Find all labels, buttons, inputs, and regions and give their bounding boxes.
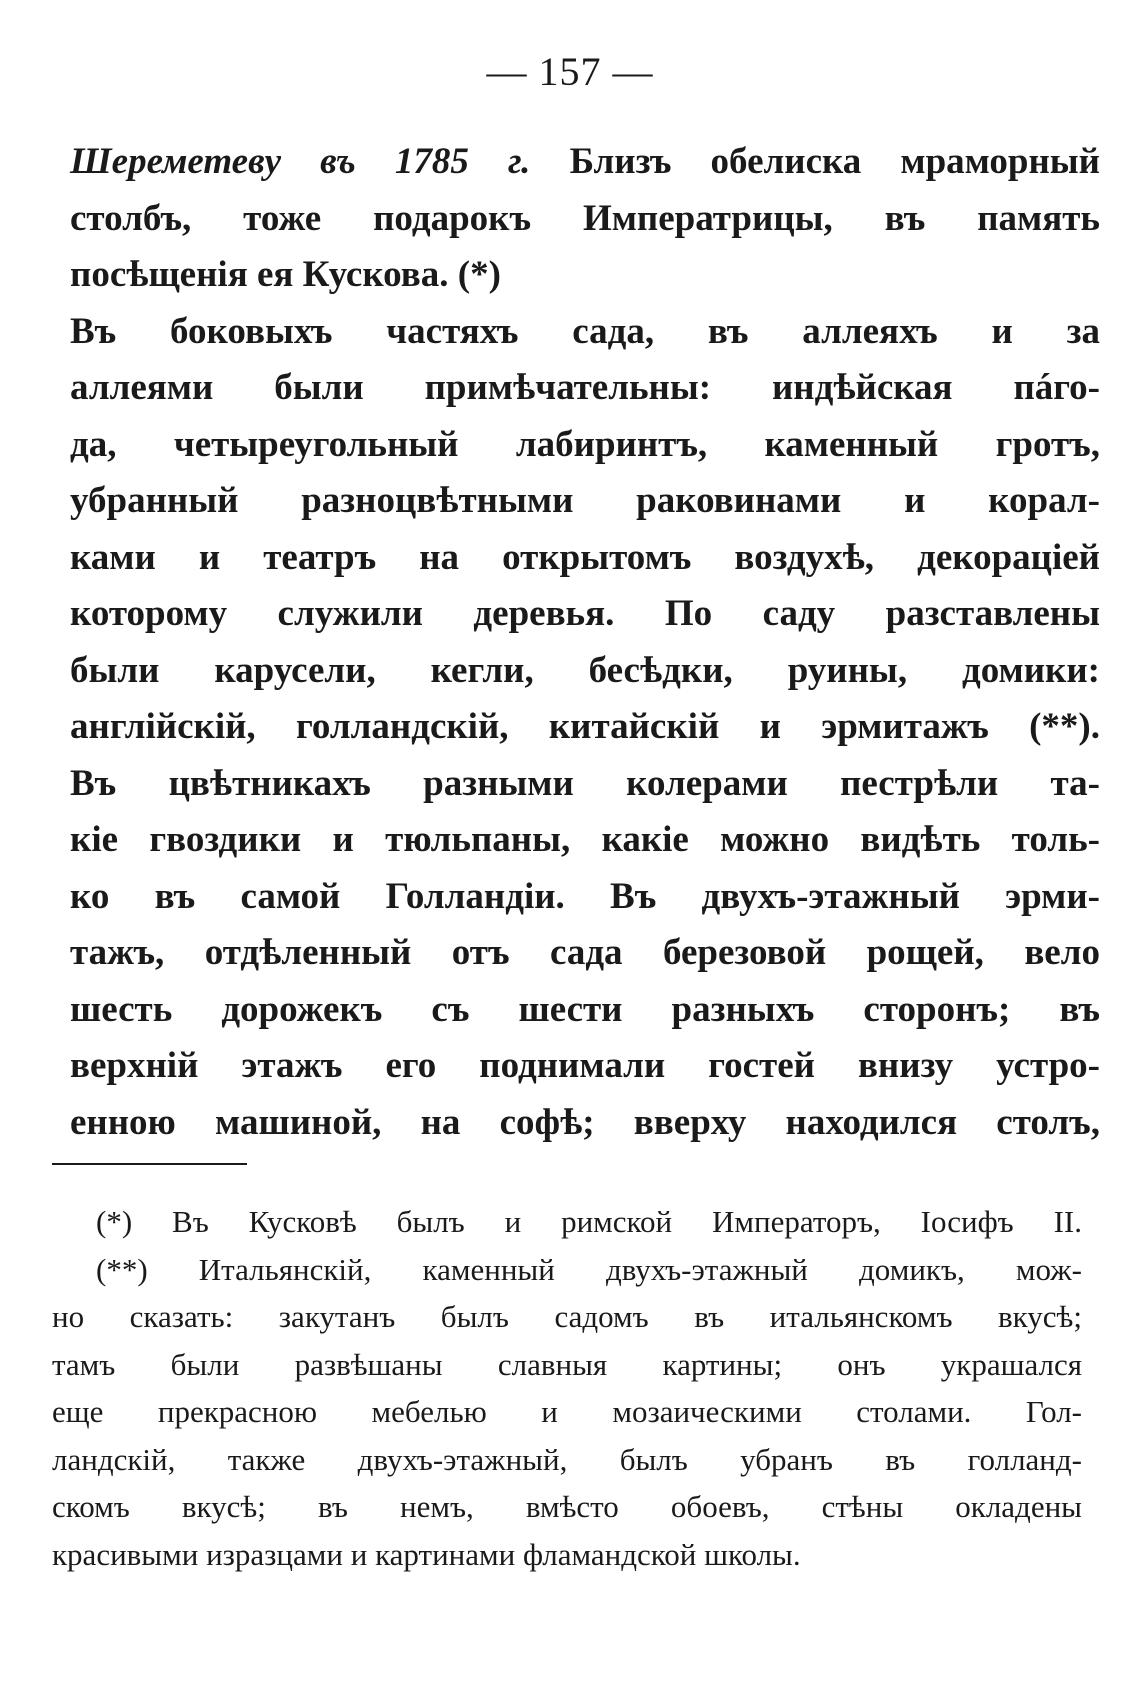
text-line: [70, 134, 1100, 191]
text-line: кіе гвоздики и тюльпаны, какіе можно видѣть толь-: [70, 819, 1100, 860]
footnotes-block: [52, 1198, 1082, 1578]
text-line: англійскій, голландскій, китайскій и эрмитажъ (**).: [70, 706, 1100, 747]
footnote-line: ландскій, также двухъ-этажный, былъ убранъ въ голланд-: [52, 1441, 1082, 1477]
text-segment: Близъ обелиска мраморный: [530, 141, 1100, 182]
footnote-line: (**) Итальянскій, каменный двухъ-этажный домикъ, мож-: [96, 1251, 1082, 1287]
text-line: да, четыреугольный лабиринтъ, каменный гротъ,: [70, 423, 1100, 465]
text-line: столбъ, тоже подарокъ Императрицы, въ память: [70, 197, 1100, 239]
text-line: которому служили деревья. По саду разставлены: [70, 593, 1100, 634]
text-line: енною машиной, на софѣ; вверху находился столъ,: [70, 1101, 1100, 1143]
text-line: Въ цвѣтникахъ разными колерами пестрѣли та-: [70, 762, 1100, 804]
footnote-line: скомъ вкусѣ; въ немъ, вмѣсто обоевъ, стѣны окладены: [52, 1489, 1082, 1524]
text-line: ко въ самой Голландіи. Въ двухъ-этажный эрми-: [70, 875, 1100, 917]
text-line: тажъ, отдѣленный отъ сада березовой рощей, вело: [70, 932, 1100, 973]
text-line: верхній этажъ его поднимали гостей внизу устро-: [70, 1045, 1100, 1086]
italic-text: Шереметеву въ 1785 г.: [70, 141, 531, 182]
main-text-block: [70, 134, 1100, 1151]
page-number: — 157 —: [486, 49, 654, 94]
footnote-separator-rule: [52, 1163, 247, 1165]
text-line: посѣщенія ея Кускова. (*): [70, 254, 501, 295]
text-line: ками и театръ на открытомъ воздухѣ, декораціей: [70, 536, 1100, 578]
footnote-line: тамъ были развѣшаны славныя картины; онъ украшался: [52, 1346, 1082, 1382]
text-line: были карусели, кегли, бесѣдки, руины, домики:: [70, 649, 1100, 691]
footnote-line: но сказать: закутанъ былъ садомъ въ итальянскомъ вкусѣ;: [52, 1299, 1082, 1334]
text-line: шесть дорожекъ съ шести разныхъ сторонъ; въ: [70, 988, 1100, 1030]
text-line: Въ боковыхъ частяхъ сада, въ аллеяхъ и за: [70, 310, 1100, 352]
footnote-line: красивыми изразцами и картинами фламандской школы.: [52, 1536, 801, 1572]
text-line: аллеями были примѣчательны: индѣйская пáго-: [70, 367, 1100, 408]
footnote-line: (*) Въ Кусковѣ былъ и римской Императоръ, Іосифъ II.: [96, 1204, 1082, 1239]
text-line: убранный разноцвѣтными раковинами и корал-: [70, 480, 1100, 521]
footnote-line: еще прекрасною мебелью и мозаическими столами. Гол-: [52, 1394, 1082, 1429]
